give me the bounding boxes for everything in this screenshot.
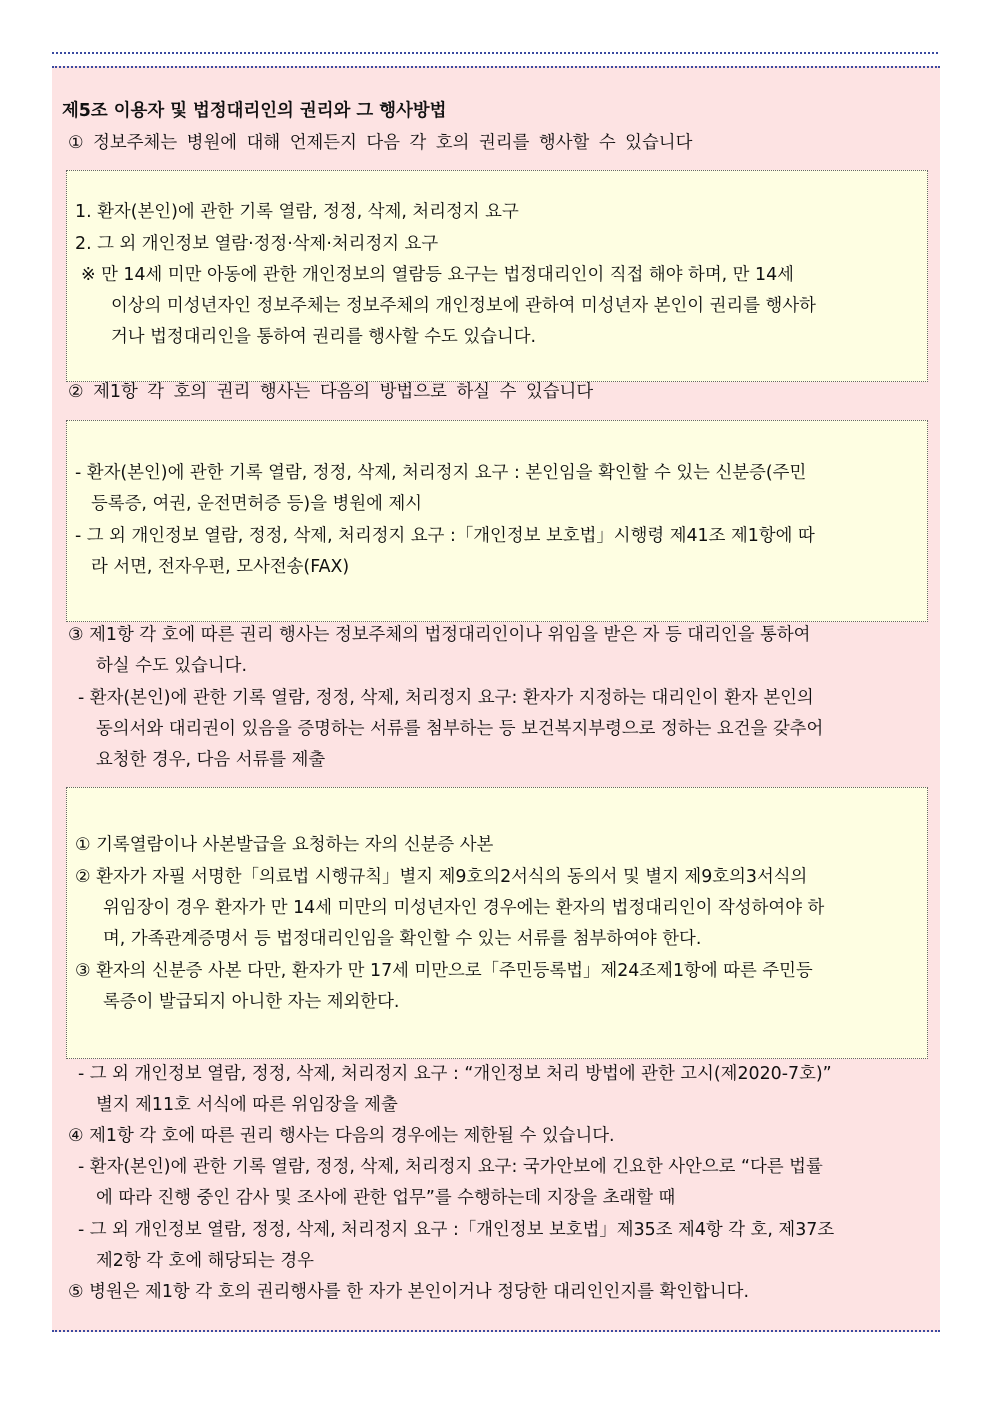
article-5-panel bbox=[52, 66, 940, 1332]
clause-3-line-4: 동의서와 대리권이 있음을 증명하는 서류를 첨부하는 등 보건복지부령으로 정하는 요건을 갖추어 bbox=[96, 719, 824, 739]
article-title: 제5조 이용자 및 법정대리인의 권리와 그 행사방법 bbox=[62, 101, 447, 121]
clause-4-item-1-line-2: 에 따라 진행 중인 감사 및 조사에 관한 업무”를 수행하는데 지장을 초래할 때 bbox=[96, 1188, 676, 1208]
rights-note-line-1: ※ 만 14세 미만 아동에 관한 개인정보의 열람등 요구는 법정대리인이 직접 해야 하며, 만 14세 bbox=[81, 265, 794, 285]
clause-2: ② 제1항 각 호의 권리 행사는 다음의 방법으로 하실 수 있습니다 bbox=[68, 382, 594, 402]
clause-1: ① 정보주체는 병원에 대해 언제든지 다음 각 호의 권리를 행사할 수 있습니다 bbox=[68, 133, 693, 153]
rights-item-1: 1. 환자(본인)에 관한 기록 열람, 정정, 삭제, 처리정지 요구 bbox=[75, 202, 519, 222]
clause-4-item-2-line-1: - 그 외 개인정보 열람, 정정, 삭제, 처리정지 요구 :「개인정보 보호법」제35조 제4항 각 호, 제37조 bbox=[78, 1220, 835, 1240]
clause-4-item-1-line-1: - 환자(본인)에 관한 기록 열람, 정정, 삭제, 처리정지 요구: 국가안보에 긴요한 사안으로 “다른 법률 bbox=[78, 1157, 823, 1177]
clause-3-other-line-2: 별지 제11호 서식에 따른 위임장을 제출 bbox=[96, 1095, 398, 1115]
document-item-1: ① 기록열람이나 사본발급을 요청하는 자의 신분증 사본 bbox=[75, 835, 494, 855]
clause-3-other-line-1: - 그 외 개인정보 열람, 정정, 삭제, 처리정지 요구 : “개인정보 처리 방법에 관한 고시(제2020-7호)” bbox=[78, 1064, 832, 1084]
clause-3-line-3: - 환자(본인)에 관한 기록 열람, 정정, 삭제, 처리정지 요구: 환자가 지정하는 대리인이 환자 본인의 bbox=[78, 688, 814, 708]
document-item-3-line-2: 록증이 발급되지 아니한 자는 제외한다. bbox=[103, 992, 400, 1012]
document-item-2-line-1: ② 환자가 자필 서명한「의료법 시행규칙」별지 제9호의2서식의 동의서 및 별지 제9호의3서식의 bbox=[75, 867, 808, 887]
clause-4: ④ 제1항 각 호에 따른 권리 행사는 다음의 경우에는 제한될 수 있습니다. bbox=[68, 1126, 615, 1146]
top-divider bbox=[52, 52, 938, 54]
method-line-4: 라 서면, 전자우편, 모사전송(FAX) bbox=[91, 557, 350, 577]
document-item-2-line-3: 며, 가족관계증명서 등 법정대리인임을 확인할 수 있는 서류를 첨부하여야 한다. bbox=[103, 929, 702, 949]
documents-box bbox=[66, 787, 928, 1059]
clause-3-line-2: 하실 수도 있습니다. bbox=[96, 656, 247, 676]
method-line-3: - 그 외 개인정보 열람, 정정, 삭제, 처리정지 요구 :「개인정보 보호법」시행령 제41조 제1항에 따 bbox=[75, 526, 815, 546]
clause-3-line-1: ③ 제1항 각 호에 따른 권리 행사는 정보주체의 법정대리인이나 위임을 받은 자 등 대리인을 통하여 bbox=[68, 625, 811, 645]
rights-note-line-3: 거나 법정대리인을 통하여 권리를 행사할 수도 있습니다. bbox=[111, 327, 537, 347]
document-item-2-line-2: 위임장이 경우 환자가 만 14세 미만의 미성년자인 경우에는 환자의 법정대리인이 작성하여야 하 bbox=[103, 898, 825, 918]
rights-item-2: 2. 그 외 개인정보 열람·정정·삭제·처리정지 요구 bbox=[75, 234, 439, 254]
method-line-2: 등록증, 여권, 운전면허증 등)을 병원에 제시 bbox=[91, 494, 423, 514]
method-line-1: - 환자(본인)에 관한 기록 열람, 정정, 삭제, 처리정지 요구 : 본인임을 확인할 수 있는 신분증(주민 bbox=[75, 463, 807, 483]
clause-5: ⑤ 병원은 제1항 각 호의 권리행사를 한 자가 본인이거나 정당한 대리인인지를 확인합니다. bbox=[68, 1282, 749, 1302]
methods-box bbox=[66, 420, 928, 622]
rights-box bbox=[66, 170, 928, 382]
document-item-3-line-1: ③ 환자의 신분증 사본 다만, 환자가 만 17세 미만으로「주민등록법」제24조제1항에 따른 주민등 bbox=[75, 961, 813, 981]
rights-note-line-2: 이상의 미성년자인 정보주체는 정보주체의 개인정보에 관하여 미성년자 본인이 권리를 행사하 bbox=[111, 296, 816, 316]
clause-3-line-5: 요청한 경우, 다음 서류를 제출 bbox=[96, 750, 326, 770]
clause-4-item-2-line-2: 제2항 각 호에 해당되는 경우 bbox=[96, 1251, 314, 1271]
